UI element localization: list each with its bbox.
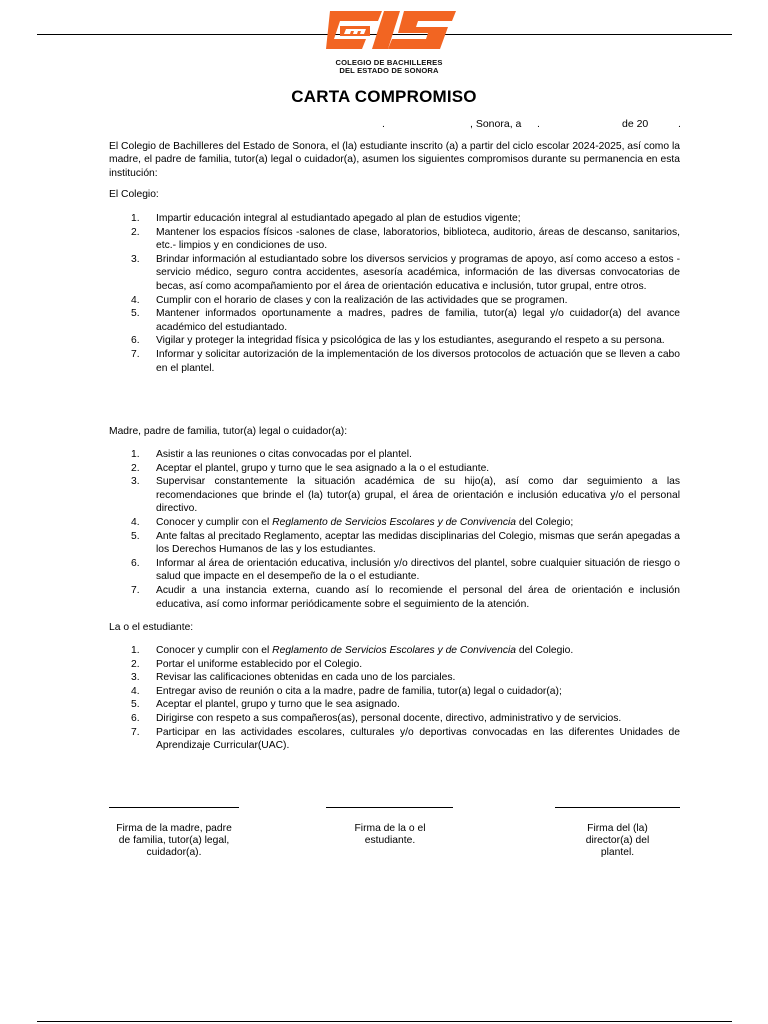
item-number: 2. (131, 462, 140, 474)
section-label-familia: Madre, padre de familia, tutor(a) legal o cuidador(a): (109, 426, 348, 437)
cobach-logo-icon (320, 9, 458, 57)
list-item (109, 685, 680, 699)
item-text: Entregar aviso de reunión o cita a la madre, padre de familia, tutor(a) legal o cuidador(a); (156, 685, 562, 697)
date-blank-day: . (537, 118, 540, 130)
item-text: Cumplir con el horario de clases y con la realización de las actividades que se programen. (156, 294, 568, 306)
logo-text-line1: COLEGIO DE BACHILLERES (335, 58, 443, 67)
item-number: 4. (131, 685, 140, 697)
item-text: Mantener informados oportunamente a madres, padres de familia, tutor(a) legal y/o cuidador(a) del avance académico del estudiantado. (156, 308, 680, 333)
item-text: Mantener los espacios físicos -salones de clase, laboratorios, biblioteca, auditorio, áreas de descanso, sanitarios, etc.- limpios y en condiciones de uso. (156, 226, 680, 252)
footer-rule (37, 1021, 732, 1022)
section-label-colegio: El Colegio: (109, 189, 159, 200)
item-text: Informar y solicitar autorización de la implementación de los diversos protocolos de actuación que se lleven a cabo en el plantel. (156, 348, 680, 374)
list-familia (109, 448, 680, 611)
list-item (109, 698, 680, 712)
item-text-pre: Conocer y cumplir con el (156, 645, 273, 656)
cobach-logo (318, 9, 460, 75)
list-item (109, 516, 680, 530)
signature-label-student: Firma de la o el estudiante. (354, 823, 426, 846)
signature-line-parent[interactable] (109, 807, 239, 808)
logo-text-line2: DEL ESTADO DE SONORA (339, 66, 439, 75)
list-item (109, 212, 680, 226)
item-number: 4. (131, 294, 140, 306)
list-item (109, 584, 680, 611)
date-sonora-a: , Sonora, a (470, 118, 522, 130)
item-text: Portar el uniforme establecido por el Colegio. (156, 658, 363, 670)
list-item (109, 530, 680, 557)
date-blank-year: . (678, 118, 681, 130)
item-text: Brindar información al estudiantado sobre los diversos servicios y programas de apoyo, así como acceso a estos - servicio médico, seguro contra accidentes, asesoría académica, información de las diversas convocatorias de becas, así como acompañamiento por el área de orientación educativa e inclusión, tutor grupal, entre otros. (156, 253, 680, 292)
item-number: 2. (131, 658, 140, 670)
signature-line-student[interactable] (326, 807, 453, 808)
list-item (109, 644, 680, 658)
item-text: Impartir educación integral al estudiantado apegado al plan de estudios vigente; (156, 213, 521, 224)
item-text: Asistir a las reuniones o citas convocadas por el plantel. (156, 449, 412, 460)
list-item (109, 658, 680, 672)
item-text: Revisar las calificaciones obtenidas en cada uno de los parciales. (156, 672, 456, 684)
item-number: 1. (131, 213, 140, 224)
signature-label-director: Firma del (la) director(a) del plantel. (585, 823, 650, 858)
list-item (109, 712, 680, 726)
item-number: 6. (131, 557, 140, 569)
item-number: 6. (131, 712, 140, 724)
item-text-post: del Colegio; (515, 516, 574, 528)
item-text: Ante faltas al precitado Reglamento, aceptar las medidas disciplinarias del Colegio, mismas que serán apegadas a los Derechos Humanos de las y los estudiantes. (156, 530, 680, 556)
signature-label-parent: Firma de la madre, padre de familia, tutor(a) legal, cuidador(a). (116, 823, 232, 858)
item-number: 4. (131, 516, 140, 528)
list-item (109, 557, 680, 584)
item-number: 1. (131, 449, 140, 460)
list-item (109, 726, 680, 753)
item-text: Participar en las actividades escolares, culturales y/o deportivas convocadas en las diferentes Unidades de Aprendizaje Curricular(UAC). (156, 726, 680, 752)
item-number: 2. (131, 226, 140, 238)
item-number: 7. (131, 584, 140, 596)
date-blank-city: . (382, 118, 385, 130)
item-number: 3. (131, 476, 140, 488)
item-text-pre: Conocer y cumplir con el (156, 516, 273, 528)
list-item (109, 307, 680, 334)
list-colegio (109, 212, 680, 375)
item-text: Acudir a una instancia externa, cuando así lo recomiende el personal del área de orientación e inclusión educativa, así como informar periódicamente sobre el seguimiento de la atención. (156, 584, 680, 610)
intro-paragraph: El Colegio de Bachilleres del Estado de Sonora, el (la) estudiante inscrito (a) a partir del ciclo escolar 2024-2025, así como la madre, el padre de familia, tutor(a) legal o cuidador(a), asumen los siguientes compromisos durante su permanencia en esta institución: (109, 141, 680, 179)
item-text-post: del Colegio. (515, 645, 574, 656)
list-item (109, 348, 680, 375)
date-de-year: de 20 (622, 118, 649, 130)
item-number: 5. (131, 699, 140, 711)
item-text: Aceptar el plantel, grupo y turno que le sea asignado a la o el estudiante. (156, 462, 490, 474)
item-number: 5. (131, 530, 140, 542)
item-number: 7. (131, 726, 140, 738)
item-text: Informar al área de orientación educativa, inclusión y/o directivos del plantel, sobre cualquier situación de riesgo o salud que impacte en el desempeño de la o el estudiante. (156, 557, 680, 583)
item-text: Supervisar constantemente la situación académica de su hijo(a), así como dar seguimiento a las recomendaciones que brinde el (la) tutor(a) grupal, el área de orientación e inclusión educativa y/o el personal directivo. (156, 476, 680, 515)
list-item (109, 253, 680, 294)
list-estudiante (109, 644, 680, 753)
item-text-italic: Reglamento de Servicios Escolares y de Convivencia (272, 516, 516, 528)
item-number: 1. (131, 645, 140, 656)
item-text: Dirigirse con respeto a sus compañeros(as), personal docente, directivo, administrativo y de servicios. (156, 712, 622, 724)
item-text: Vigilar y proteger la integridad física y psicológica de las y los estudiantes, asegurando el respeto a su persona. (156, 335, 665, 347)
item-number: 5. (131, 308, 140, 320)
list-item (109, 294, 680, 308)
list-item (109, 448, 680, 462)
item-text-italic: Reglamento de Servicios Escolares y de Convivencia (272, 645, 516, 656)
item-text: Aceptar el plantel, grupo y turno que le sea asignado. (156, 699, 400, 711)
item-number: 7. (131, 348, 140, 360)
signature-line-director[interactable] (555, 807, 680, 808)
document-title: CARTA COMPROMISO (291, 87, 477, 106)
list-item (109, 462, 680, 476)
list-item (109, 671, 680, 685)
list-item (109, 334, 680, 348)
list-item (109, 226, 680, 253)
item-number: 3. (131, 253, 140, 265)
section-label-estudiante: La o el estudiante: (109, 622, 194, 633)
list-item (109, 475, 680, 516)
item-number: 3. (131, 672, 140, 684)
item-number: 6. (131, 335, 140, 347)
